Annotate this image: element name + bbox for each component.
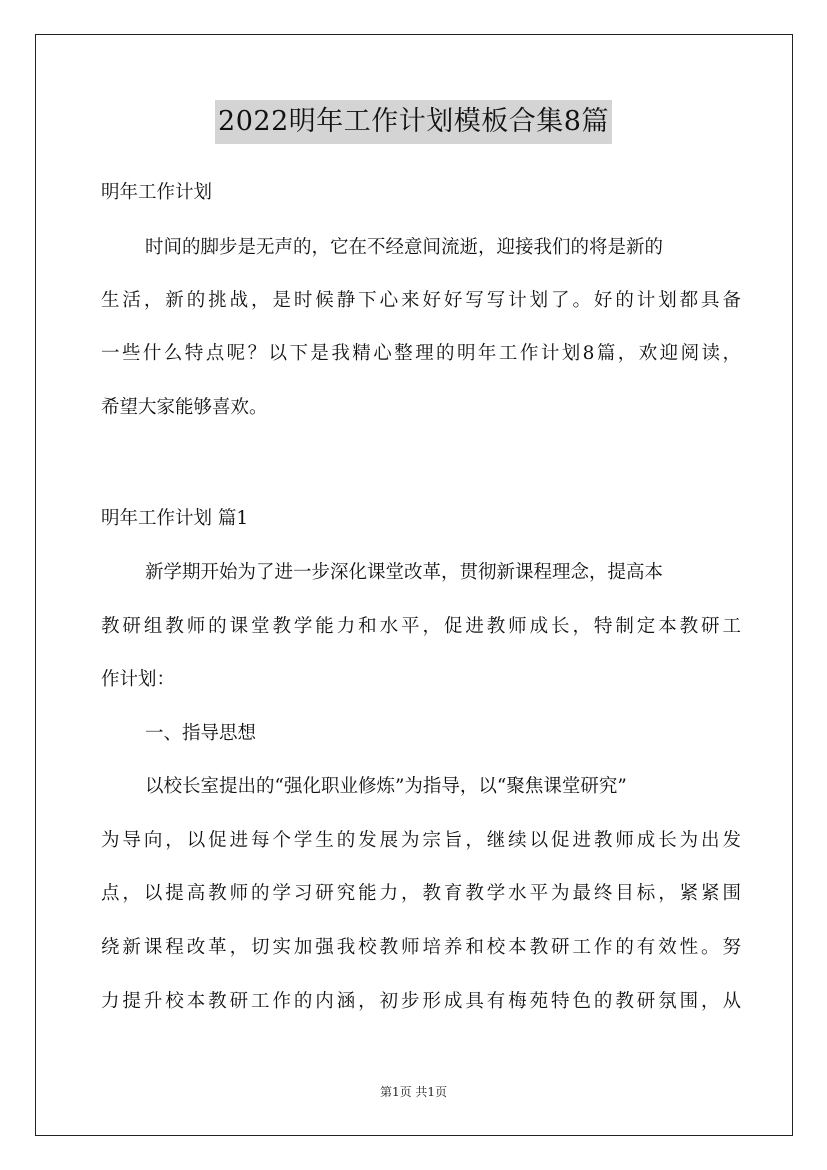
paragraph-line: 为导向，以促进每个学生的发展为宗旨，继续以促进教师成长为出发 — [101, 830, 741, 851]
paragraph-line: 一些什么特点呢？以下是我精心整理的明年工作计划8篇，欢迎阅读， — [101, 343, 741, 364]
subsection-heading: 一、指导思想 — [145, 723, 257, 744]
paragraph-line: 以校长室提出的“强化职业修炼”为指导，以“聚焦课堂研究” — [145, 776, 627, 797]
paragraph-line: 教研组教师的课堂教学能力和水平，促进教师成长，特制定本教研工 — [101, 616, 741, 637]
section-heading: 明年工作计划 篇1 — [101, 508, 249, 529]
paragraph-line: 生活，新的挑战，是时候静下心来好好写写计划了。好的计划都具备 — [101, 290, 741, 311]
paragraph-line: 作计划： — [101, 669, 176, 690]
page-footer: 第1页 共1页 — [379, 1085, 448, 1099]
section-heading: 明年工作计划 — [101, 182, 213, 203]
paragraph-line: 绕新课程改革，切实加强我校教师培养和校本教研工作的有效性。努 — [101, 937, 741, 958]
paragraph-line: 点，以提高教师的学习研究能力，教育教学水平为最终目标，紧紧围 — [101, 883, 741, 904]
paragraph-line: 时间的脚步是无声的，它在不经意间流逝，迎接我们的将是新的 — [145, 237, 664, 258]
paragraph-line: 希望大家能够喜欢。 — [101, 397, 268, 418]
title-container — [0, 100, 827, 144]
paragraph-line: 力提升校本教研工作的内涵，初步形成具有梅苑特色的教研氛围，从 — [101, 991, 741, 1012]
paragraph-line: 新学期开始为了进一步深化课堂改革，贯彻新课程理念，提高本 — [145, 562, 664, 583]
document-title: 2022明年工作计划模板合集8篇 — [215, 100, 612, 144]
